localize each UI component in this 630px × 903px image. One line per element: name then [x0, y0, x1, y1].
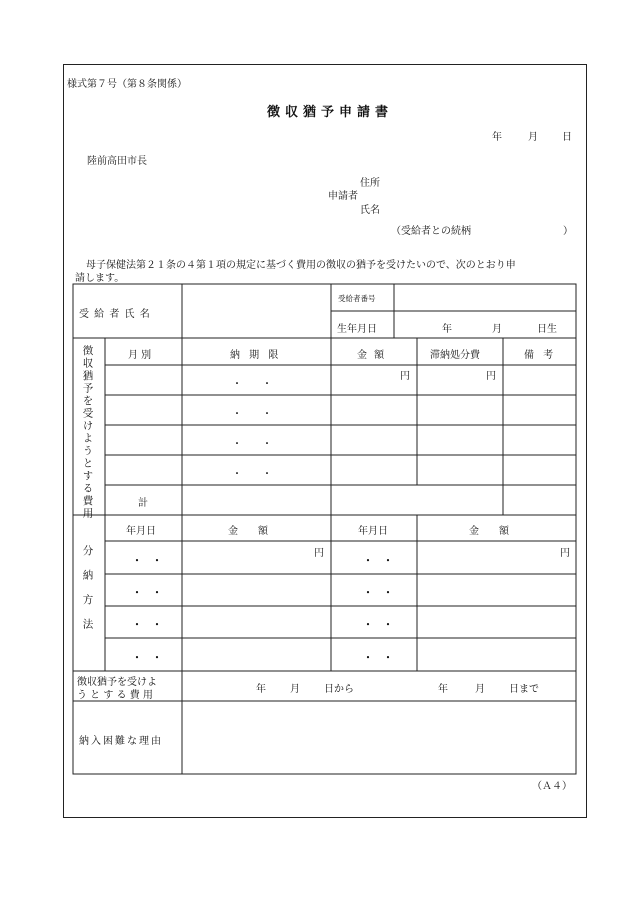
inst-date-placeholder: ・ ・	[132, 588, 162, 599]
inst-amount-yen-unit-1: 円	[314, 548, 324, 559]
period-to-year: 年	[438, 684, 448, 695]
birthdate-year: 年	[442, 324, 452, 335]
inst-amount-header-1: 金 額	[228, 526, 268, 537]
due-date-placeholder: ・ ・	[232, 409, 272, 420]
address-label: 住所	[360, 178, 380, 189]
col-due-header: 納 期 限	[230, 350, 282, 361]
inst-date-placeholder: ・ ・	[363, 556, 393, 567]
inst-amount-yen-unit-2: 円	[560, 548, 570, 559]
col-amount-header: 金 額	[357, 350, 387, 361]
form-title: 徴収猶予申請書	[267, 105, 394, 120]
paper-size-label: （Ａ４）	[532, 781, 572, 792]
inst-date-placeholder: ・ ・	[363, 588, 393, 599]
period-label-line1: 徴収猶予を受けよ	[77, 677, 157, 688]
due-date-placeholder: ・ ・	[232, 469, 272, 480]
date-year-label: 年	[492, 132, 502, 143]
addressee: 陸前高田市長	[87, 156, 147, 167]
col-month-header: 月 別	[128, 350, 152, 361]
birthdate-day: 日生	[537, 324, 557, 335]
period-to-month: 月	[475, 684, 485, 695]
installment-side-label: 分納方法	[81, 545, 94, 643]
date-month-label: 月	[528, 132, 538, 143]
period-from-day: 日から	[324, 684, 354, 695]
inst-date-placeholder: ・ ・	[132, 653, 162, 664]
form-number: 様式第７号（第８条関係）	[67, 79, 187, 90]
amount-yen-unit: 円	[400, 371, 410, 382]
recipient-name-label: 受 給 者 氏 名	[79, 309, 151, 320]
period-to-day: 日まで	[509, 684, 539, 695]
inst-date-placeholder: ・ ・	[363, 653, 393, 664]
birthdate-label: 生年月日	[337, 324, 377, 335]
applicant-label: 申請者	[328, 191, 358, 202]
inst-date-header-2: 年月日	[358, 526, 388, 537]
period-from-year: 年	[256, 684, 266, 695]
total-label: 計	[138, 498, 148, 509]
deferral-side-label: 徴収猶予を受けようとする費用	[81, 345, 94, 520]
relation-close: ）	[563, 226, 573, 237]
col-remarks-header: 備 考	[524, 350, 557, 361]
inst-date-placeholder: ・ ・	[132, 556, 162, 567]
reason-label: 納入困難な理由	[79, 736, 163, 747]
due-date-placeholder: ・ ・	[232, 439, 272, 450]
delinquency-yen-unit: 円	[486, 371, 496, 382]
due-date-placeholder: ・ ・	[232, 379, 272, 390]
period-from-month: 月	[290, 684, 300, 695]
period-label-line2: う と す る 費 用	[77, 690, 153, 701]
col-delinquency-header: 滞納処分費	[430, 350, 480, 361]
inst-date-placeholder: ・ ・	[132, 620, 162, 631]
relation-label: （受給者との続柄	[391, 226, 471, 237]
body-text-line1: 母子保健法第２１条の４第１項の規定に基づく費用の徴収の猶予を受けたいので、次のとおり申	[86, 260, 516, 271]
inst-date-header-1: 年月日	[126, 526, 156, 537]
inst-amount-header-2: 金 額	[469, 526, 509, 537]
name-label: 氏名	[360, 205, 380, 216]
body-text-line2: 請します。	[75, 273, 125, 284]
inst-date-placeholder: ・ ・	[363, 620, 393, 631]
recipient-number-label: 受給者番号	[338, 294, 376, 303]
birthdate-month: 月	[492, 324, 502, 335]
date-day-label: 日	[562, 132, 572, 143]
